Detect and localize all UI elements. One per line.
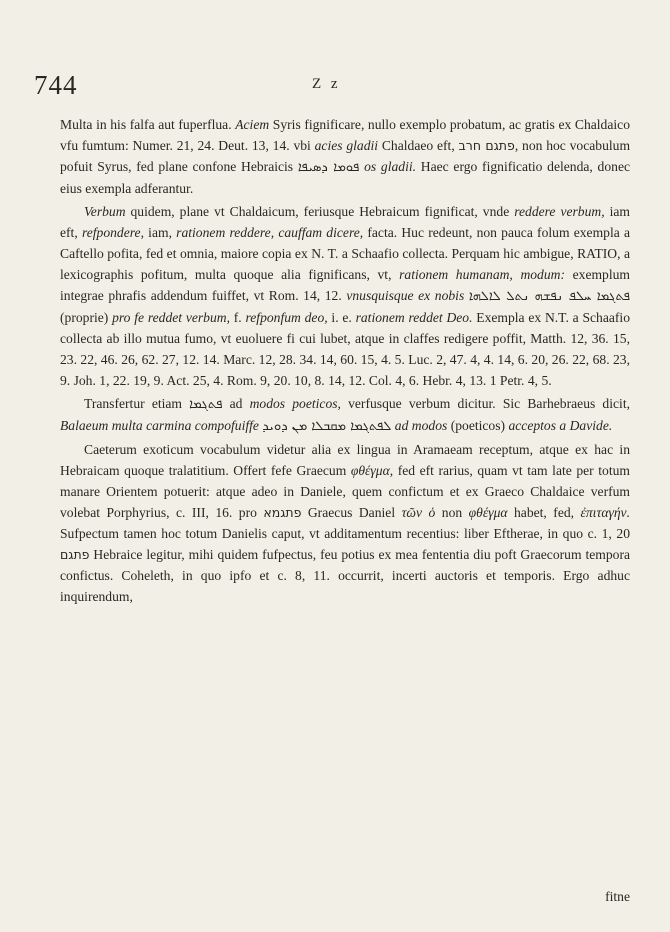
italic-text: Balaeum multa carmina compofuiffe [60, 418, 259, 433]
paragraph [60, 439, 630, 607]
paragraph [60, 393, 630, 437]
italic-text: reddere verbum, [514, 204, 605, 219]
text-run: Transfertur etiam [84, 396, 190, 411]
italic-text: rationem humanam, modum: [399, 267, 565, 282]
syriac-text: ܦܬܓܡܐ ܚܠܦ ܢܦܫܗ ܢܬܠ ܠܐܠܗܐ [468, 289, 630, 304]
text-run: Exempla ex N.T. a Schaafio collecta ab illo mutua fumo, vt euoluere fi cui lubet, atque in claffes redigere poffit, Matth. 12, 36. 15, 23. 22, 46. 26, 62. 27, 12. 14. Marc. 12, 28. 34. 14, 60. 15, 4. 5. Luc. 2, 47. 4, 4. 14, 6. 20, 26. 22, 68. 23, 9. Joh. 1, 22. 19, 9. Act. 25, 4. Rom. 9, 20. 10, 8. 14, 12. Col. 4, 6. Hebr. 4, 13. 1 Petr. 4, 5. [60, 310, 631, 388]
greek-text: φθέγμα [468, 505, 508, 520]
greek-text: τῶν ὁ [401, 505, 436, 520]
catchword: fitne [605, 889, 630, 904]
italic-text: acceptos a Davide. [508, 418, 613, 433]
body-text [60, 114, 630, 607]
syriac-text: ܦܘܡܐ ܕܣܝܦܐ [297, 160, 360, 175]
text-run: Syris fignificare, nullo exemplo probatum, ac gratis ex Chaldaico vfu fumtum: Numer. 21, 24. Deut. 13, 14. vbi [60, 117, 630, 153]
text-run: quidem, plane vt Chaldaicum, feriusque Hebraicum fignificat, vnde [125, 204, 515, 219]
text-run: iam eft, [60, 204, 630, 240]
text-run: facta. Huc redeunt, non pauca folum exempla a Caftello pofita, fed et omnia, maiore copia ex N. T. a Schaafio collecta. Perquam hic ambigue, RATIO, a lexicographis pofitum, multa quoque alia fignificans, vt, [60, 225, 630, 282]
italic-text: Aciem [235, 117, 270, 132]
hebrew-text: פתגם חרב [458, 138, 515, 153]
text-run: ad [222, 396, 250, 411]
hebrew-text: פתגמא [263, 505, 302, 520]
text-run: Multa in his falfa aut fuperflua. [60, 117, 236, 132]
text-run: f. [230, 310, 246, 325]
italic-text: refpondere, [81, 225, 144, 240]
signature-mark: Z z [312, 76, 341, 92]
italic-text: os gladii. [364, 159, 417, 174]
text-run: , non hoc vocabulum pofuit Syrus, fed plane confone Hebraicis [60, 138, 631, 174]
hebrew-text: פתגם [60, 547, 90, 562]
italic-text: modos poeticos, [249, 396, 341, 411]
syriac-text: ܦܬܓܡܐ [189, 397, 223, 412]
italic-text: acies gladii [314, 138, 379, 153]
greek-text: ἐπιταγήν. [580, 505, 630, 520]
text-run: Sufpectum tamen hoc totum Danielis caput, vt additamentum recentius: liber Eftherae, in quo c. 1, 20 [60, 526, 630, 541]
text-run: i. e. [327, 310, 356, 325]
text-run: Haec ergo fignificatio delenda, donec eius exempla adferantur. [60, 159, 631, 196]
text-run: (proprie) [60, 310, 113, 325]
italic-text: pro fe reddet verbum, [112, 310, 230, 325]
syriac-text: ܠܦܬܓܡܐ ܡܩܒܠܐ ܡܢ ܕܘܝܕ [262, 419, 392, 434]
italic-text: ad modos [394, 418, 448, 433]
text-run: verfusque verbum dicitur. Sic Barhebraeus dicit, [340, 396, 630, 411]
italic-text: refponfum deo, [245, 310, 328, 325]
text-run: Chaldaeo eft, [378, 138, 459, 153]
paragraph [60, 201, 630, 391]
text-run: Graecus Daniel [301, 505, 402, 520]
text-run: Caeterum exoticum vocabulum videtur alia ex lingua in Aramaeam receptum, atque ex hac in Hebraicam quoque tralatitium. Offert fefe Graecum [60, 442, 630, 478]
italic-text: rationem reddet Deo. [355, 310, 473, 325]
text-run: fed eft rarius, quam vt tam late per totum manare Orientem potuerit: atque adeo in Daniele, quem confictum et ex Graeco Chaldaice verfum volebat Porphyrius, c. III, 16. pro [60, 463, 630, 520]
text-run: exemplum integrae phrafis addendum fuiffet, vt Rom. 14, 12. [60, 267, 630, 303]
page-number: 744 [34, 70, 78, 100]
italic-text: Verbum [84, 204, 126, 219]
greek-text: φθέγμα, [350, 463, 394, 478]
text-run: (poeticos) [447, 418, 509, 433]
italic-text: rationem reddere, cauffam dicere, [176, 225, 364, 240]
paragraph [60, 114, 630, 199]
text-run: non [435, 505, 469, 520]
text-run: iam, [143, 225, 177, 240]
text-run: Hebraice legitur, mihi quidem fufpectus, feu potius ex mea fententia diu poft Graecorum tempora confictus. Coheleth, in quo ipfo et c. 8, 11. occurrit, incerti auctoris et temporis. Ergo adhuc inquirendum, [60, 547, 630, 604]
text-run: habet, fed, [507, 505, 581, 520]
italic-text: vnusquisque ex nobis [346, 288, 465, 303]
